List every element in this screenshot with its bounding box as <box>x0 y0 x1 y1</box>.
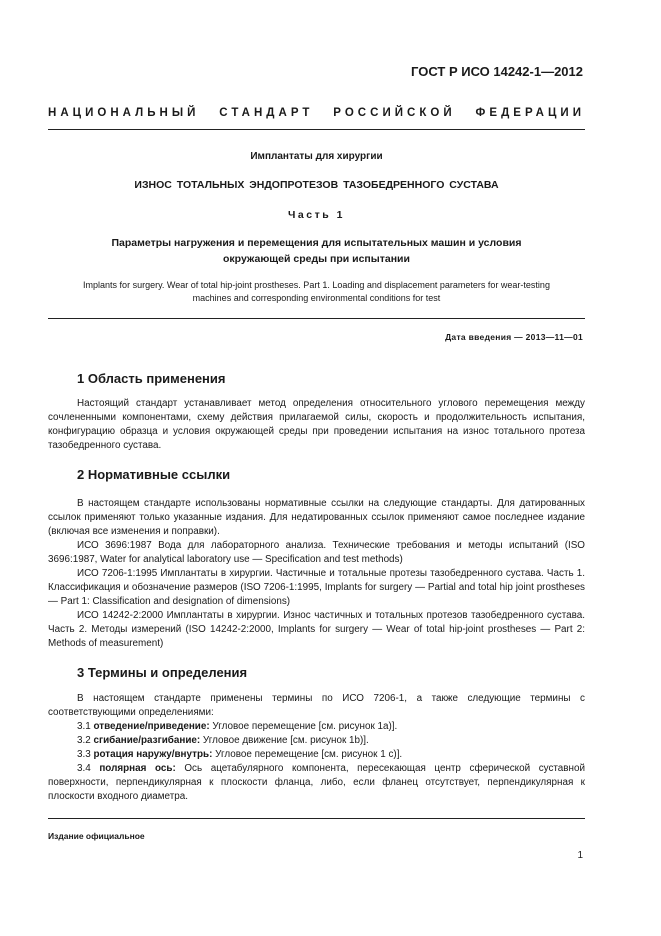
term-3-3 <box>48 748 585 762</box>
standard-subtitle <box>48 235 585 267</box>
reference-iso-3696: ИСО 3696:1987 Вода для лабораторного анализа. Технические требования и методы испытаний (ISO 3696:1987, Water for analytical laboratory use — Specification and test methods) <box>48 540 585 565</box>
term-number: 3.2 <box>77 735 91 746</box>
term-name: отведение/приведение: <box>93 721 210 732</box>
reference-iso-14242-2: ИСО 14242-2:2000 Имплантаты в хирургии. Износ частичных и тотальных протезов тазобедренного сустава. Часть 2. Методы измерений (ISO 14242-2:2000, Implants for surgery — Wear of total hip-joint prostheses — Part 2: Methods of measurement) <box>48 610 585 649</box>
term-name: полярная ось: <box>99 763 176 774</box>
page-number: 1 <box>577 850 583 861</box>
edition-note: Издание официальное <box>48 831 145 841</box>
subtitle-line-2: окружающей среды при испытании <box>223 253 410 265</box>
english-title-line-1: Implants for surgery. Wear of total hip-joint prostheses. Part 1. Loading and displacement parameters for wear-testing <box>83 280 550 290</box>
introduction-date: Дата введения — 2013—11—01 <box>445 332 583 342</box>
term-definition: Угловое перемещение [см. рисунок 1а)]. <box>212 721 398 732</box>
section-3-paragraph: В настоящем стандарте применены термины по ИСО 7206-1, а также следующие термины с соответствующими определениями: <box>48 693 585 718</box>
section-1-paragraph: Настоящий стандарт устанавливает метод определения относительного углового перемещения между сочлененными компонентами, схему действия прилагаемой силы, скорость и продолжительность испытания, конфигурацию образца и условия окружающей среды при проведении испытания на износ тотального протеза тазобедренного сустава. <box>48 398 585 451</box>
header-divider <box>48 129 585 130</box>
term-number: 3.3 <box>77 749 91 760</box>
section-1-body <box>48 397 585 453</box>
english-title <box>48 279 585 304</box>
section-3-body <box>48 692 585 804</box>
term-name: ротация наружу/внутрь: <box>93 749 213 760</box>
term-3-1 <box>48 720 585 734</box>
term-definition: Угловое движение [см. рисунок 1b)]. <box>202 735 369 746</box>
standard-part: Часть 1 <box>288 209 345 221</box>
term-3-4 <box>48 762 585 804</box>
section-1-heading: 1 Область применения <box>77 371 226 386</box>
subtitle-line-1: Параметры нагружения и перемещения для испытательных машин и условия <box>111 237 522 249</box>
english-title-line-2: machines and corresponding environmental conditions for test <box>192 292 441 303</box>
document-code: ГОСТ Р ИСО 14242-1—2012 <box>411 64 583 79</box>
section-2-body <box>48 497 585 651</box>
term-3-2 <box>48 734 585 748</box>
term-definition: Ось ацетабулярного компонента, пересекающая центр сферической суставной поверхности, перпендикулярная к плоскости фланца, либо, если фланец отсутствует, перпендикулярная к плоскости входного диаметра. <box>48 763 586 802</box>
section-2-heading: 2 Нормативные ссылки <box>77 467 231 482</box>
standard-group: Имплантаты для хирургии <box>250 151 383 162</box>
section-3-heading: 3 Термины и определения <box>77 665 248 680</box>
term-number: 3.4 <box>77 763 91 774</box>
section-2-paragraph: В настоящем стандарте использованы нормативные ссылки на следующие стандарты. Для датированных ссылок применяют только указанные издания. Для недатированных ссылок применяют самое последнее издание (включая все изменения и поправки). <box>48 498 585 537</box>
national-standard-banner: НАЦИОНАЛЬНЫЙ СТАНДАРТ РОССИЙСКОЙ ФЕДЕРАЦИИ <box>48 107 585 119</box>
footer-divider <box>48 818 585 819</box>
standard-title: ИЗНОС ТОТАЛЬНЫХ ЭНДОПРОТЕЗОВ ТАЗОБЕДРЕННОГО СУСТАВА <box>134 179 499 191</box>
title-divider <box>48 318 585 319</box>
reference-iso-7206-1: ИСО 7206-1:1995 Имплантаты в хирургии. Частичные и тотальные протезы тазобедренного сустава. Часть 1. Классификация и обозначение размеров (ISO 7206-1:1995, Implants for surgery — Partial and total hip joint prostheses — Part 1: Classification and designation of dimensions) <box>48 568 585 607</box>
term-name: сгибание/разгибание: <box>93 735 201 746</box>
term-definition: Угловое перемещение [см. рисунок 1 c)]. <box>215 749 403 760</box>
term-number: 3.1 <box>77 721 91 732</box>
